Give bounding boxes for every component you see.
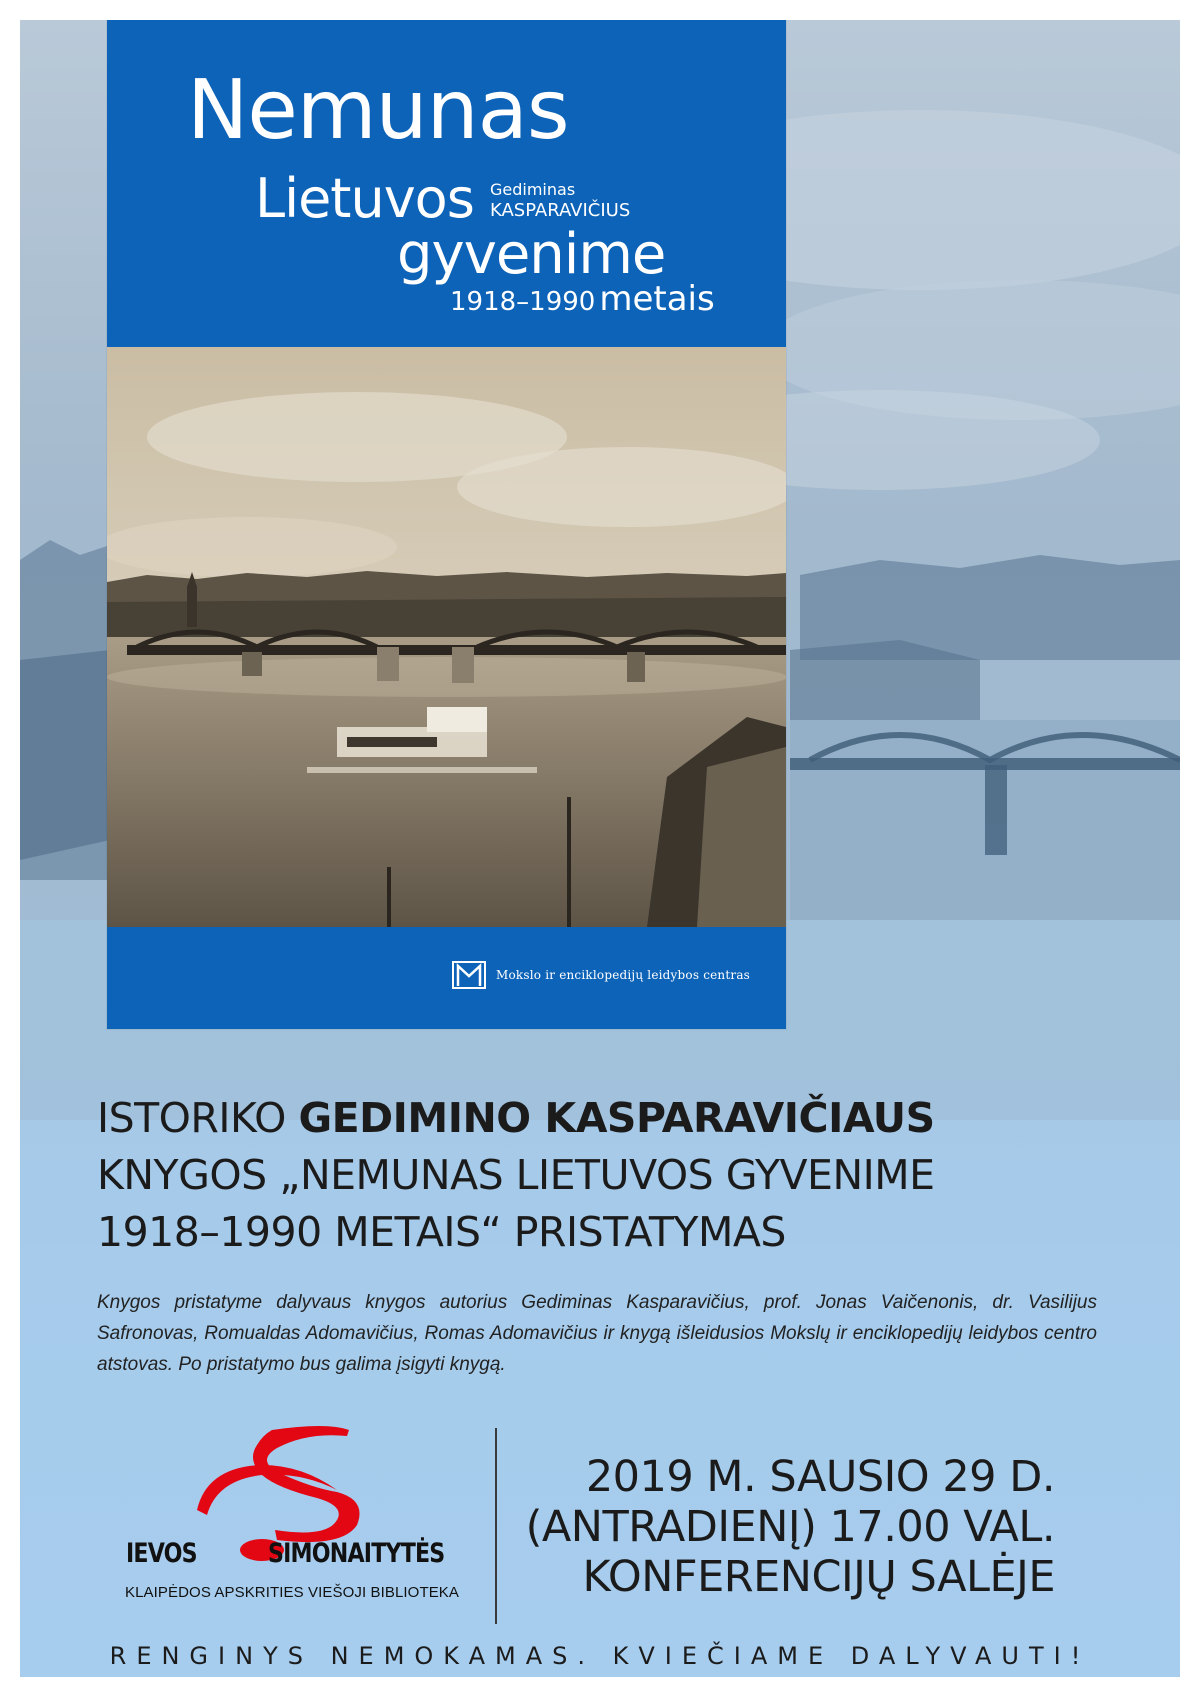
publisher-logo-icon [452, 960, 486, 990]
library-name-word1: IEVOS [126, 1538, 197, 1569]
cover-title-line2: Lietuvos [255, 167, 474, 230]
headline-line3: 1918–1990 METAIS“ PRISTATYMAS [97, 1208, 786, 1256]
cover-author-last-name: KASPARAVIČIUS [490, 200, 631, 221]
library-subtitle: KLAIPĖDOS APSKRITIES VIEŠOJI BIBLIOTEKA [125, 1584, 460, 1601]
cover-photo-bridge [107, 347, 786, 927]
publisher [452, 960, 750, 990]
event-date: 2019 M. SAUSIO 29 D. [585, 1452, 1055, 1502]
footer-invitation: RENGINYS NEMOKAMAS. KVIEČIAME DALYVAUTI! [109, 1642, 1091, 1670]
publisher-name: Mokslo ir enciklopedijų leidybos centras [496, 968, 751, 982]
vertical-divider [495, 1428, 497, 1624]
event-place: KONFERENCIJŲ SALĖJE [582, 1552, 1055, 1602]
cover-author-first-name: Gediminas [490, 180, 576, 199]
poster [20, 20, 1180, 1677]
headline-author: GEDIMINO KASPARAVIČIAUS [298, 1094, 935, 1142]
cover-years: 1918–1990 [450, 287, 596, 317]
event-headline [97, 1090, 1157, 1261]
headline-prefix: ISTORIKO [97, 1094, 286, 1142]
event-info [526, 1452, 1055, 1602]
library-name-word2: SIMONAITYTĖS [268, 1538, 445, 1569]
cover-title-line1: Nemunas [187, 63, 569, 158]
cover-title-metais: metais [599, 279, 715, 319]
event-day-time: (ANTRADIENĮ) 17.00 VAL. [525, 1502, 1055, 1552]
headline-line2: KNYGOS „NEMUNAS LIETUVOS GYVENIME [97, 1151, 935, 1199]
cover-title-line3: gyvenime [397, 222, 666, 287]
cover-years-line [450, 279, 715, 319]
book-cover [107, 20, 786, 1029]
event-description: Knygos pristatyme dalyvaus knygos autorius Gediminas Kasparavičius, prof. Jonas Vaičenonis, dr. Vasilijus Safronovas, Romualdas Adomavičius, Romas Adomavičius ir knygą išleidusios Mokslų ir enciklopedijų leidybos centro atstovas. Po pristatymo bus galima įsigyti knygą. [97, 1292, 1097, 1375]
headline-line1 [97, 1090, 1157, 1147]
